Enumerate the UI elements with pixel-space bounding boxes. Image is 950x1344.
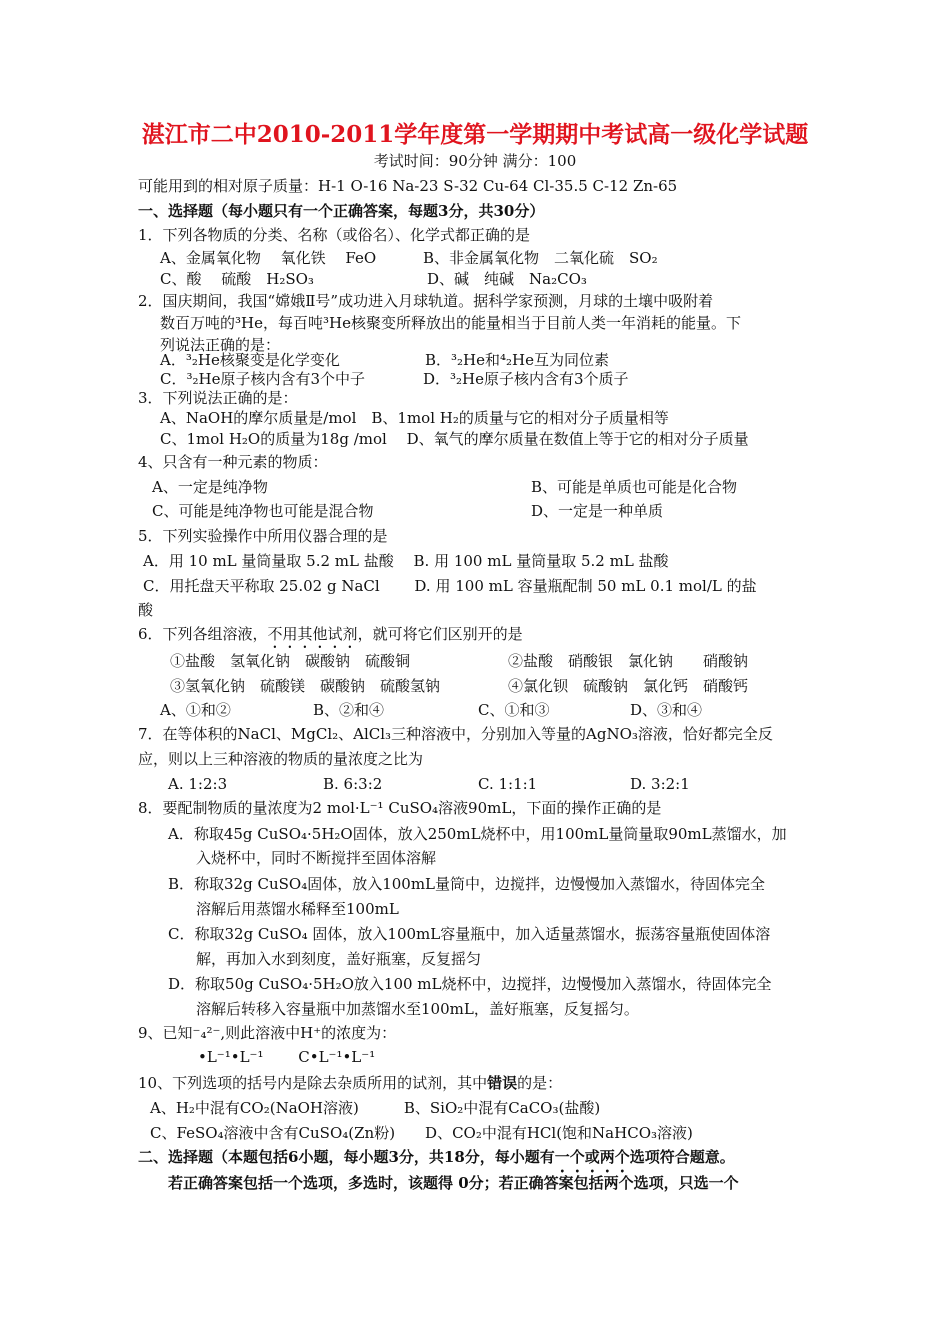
q3-options-cd: C、1mol H₂O的质量为18g /mol D、氧气的摩尔质量在数值上等于它的相对分子质量 <box>160 430 749 448</box>
q7-option-b: B. 6:3:2 <box>323 775 383 793</box>
q8-option-c-line2: 解，再加入水到刻度，盖好瓶塞，反复摇匀 <box>196 950 482 968</box>
q1-option-b: B、非金属氧化物 二氧化硫 SO₂ <box>423 249 658 267</box>
q6-stem-pre: 6．下列各组溶液， <box>138 625 268 643</box>
section1-heading: 一、选择题（每小题只有一个正确答案，每题3分，共30分） <box>138 202 545 220</box>
q5-options-cd: C．用托盘天平称取 25.02 g NaCl D. 用 100 mL 容量瓶配制 50 mL 0.1 mol/L 的盐 <box>143 577 757 595</box>
q3-options-ab: A、NaOH的摩尔质量是/mol B、1mol H₂的质量与它的相对分子质量相等 <box>160 409 669 427</box>
q1-option-a: A、金属氧化物 氧化铁 FeO <box>160 249 377 267</box>
q10-stem <box>138 1072 562 1094</box>
q2-option-a: A．³₂He核聚变是化学变化 <box>160 351 340 369</box>
section2-instructions: 若正确答案包括一个选项，多选时，该题得 0分；若正确答案包括两个选项，只选一个 <box>168 1174 739 1192</box>
q5-option-d-tail: 酸 <box>138 601 154 619</box>
q4-option-a: A、一定是纯净物 <box>152 478 268 496</box>
q8-option-d-line1: D．称取50g CuSO₄·5H₂O放入100 mL烧杯中，边搅拌，边慢慢加入蒸馏水，待固体完全 <box>168 975 772 993</box>
q1-stem: 1．下列各物质的分类、名称（或俗名）、化学式都正确的是 <box>138 226 531 244</box>
q3-stem: 3．下列说法正确的是： <box>138 389 298 407</box>
q6-option-c: C、①和③ <box>478 701 550 719</box>
q4-option-c: C、可能是纯净物也可能是混合物 <box>152 502 374 520</box>
section2-heading-emphasis: 一个或两个 <box>554 1148 630 1166</box>
q10-options-cd: C、FeSO₄溶液中含有CuSO₄(Zn粉) D、CO₂中混有HCl(饱和NaHCO₃溶液) <box>150 1124 693 1142</box>
q8-option-b-line2: 溶解后用蒸馏水稀释至100mL <box>196 900 399 918</box>
q2-option-c: C．³₂He原子核内含有3个中子 <box>160 370 366 388</box>
q5-options-ab: A．用 10 mL 量筒量取 5.2 mL 盐酸 B. 用 100 mL 量筒量取 5.2 mL 盐酸 <box>143 552 669 570</box>
exam-info: 考试时间：90分钟 满分：100 <box>373 152 577 170</box>
section2-heading-pre: 二、选择题（本题包括6小题，每小题3分，共18分，每小题有 <box>138 1148 555 1166</box>
q2-stem-line2: 数百万吨的³He，每百吨³He核聚变所释放出的能量相当于目前人类一年消耗的能量。下 <box>160 314 741 332</box>
q1-option-d: D、碱 纯碱 Na₂CO₃ <box>427 270 587 288</box>
q7-stem-line1: 7．在等体积的NaCl、MgCl₂、AlCl₃三种溶液中，分别加入等量的AgNO₃溶液，恰好都完全反 <box>138 725 773 743</box>
q2-option-b: B．³₂He和⁴₂He互为同位素 <box>425 351 609 369</box>
q6-option-d: D、③和④ <box>630 701 703 719</box>
q4-option-b: B、可能是单质也可能是化合物 <box>531 478 738 496</box>
q8-option-b-line1: B．称取32g CuSO₄固体，放入100mL量筒中，边搅拌，边慢慢加入蒸馏水，待固体完全 <box>168 875 766 893</box>
atomic-masses: 可能用到的相对原子质量：H-1 O-16 Na-23 S-32 Cu-64 Cl-35.5 C-12 Zn-65 <box>138 177 678 195</box>
q10-stem-bold: 错误 <box>487 1074 518 1092</box>
q6-group-3: ③氢氧化钠 硫酸镁 碳酸钠 硫酸氢钠 <box>170 677 441 695</box>
q2-stem-line1: 2．国庆期间，我国“嫦娥Ⅱ号”成功进入月球轨道。据科学家预测，月球的土壤中吸附着 <box>138 292 714 310</box>
section2-heading-post: 选项符合题意。 <box>629 1148 735 1166</box>
q5-stem: 5．下列实验操作中所用仪器合理的是 <box>138 527 388 545</box>
q6-stem-emphasis: 不用其他试剂 <box>267 625 358 643</box>
q2-stem-line3: 列说法正确的是： <box>160 336 281 354</box>
q7-option-c: C. 1:1:1 <box>478 775 538 793</box>
q9-options: •L⁻¹•L⁻¹ C•L⁻¹•L⁻¹ <box>198 1048 376 1066</box>
q6-option-a: A、①和② <box>160 701 231 719</box>
q8-option-d-line2: 溶解后转移入容量瓶中加蒸馏水至100mL，盖好瓶塞，反复摇匀。 <box>196 1000 639 1018</box>
q2-option-d: D．³₂He原子核内含有3个质子 <box>423 370 629 388</box>
q4-option-d: D、一定是一种单质 <box>531 502 664 520</box>
q7-option-a: A. 1:2:3 <box>168 775 228 793</box>
q6-stem-post: ，就可将它们区别开的是 <box>357 625 523 643</box>
q1-option-c: C、酸 硫酸 H₂SO₃ <box>160 270 314 288</box>
q4-stem: 4、只含有一种元素的物质： <box>138 453 328 471</box>
q6-group-4: ④氯化钡 硫酸钠 氯化钙 硝酸钙 <box>508 677 749 695</box>
q8-option-c-line1: C．称取32g CuSO₄ 固体，放入100mL容量瓶中，加入适量蒸馏水，振荡容量瓶使固体溶 <box>168 925 771 943</box>
q7-stem-line2: 应，则以上三种溶液的物质的量浓度之比为 <box>138 750 424 768</box>
q6-group-1: ①盐酸 氢氧化钠 碳酸钠 硫酸铜 <box>170 652 411 670</box>
q6-option-b: B、②和④ <box>313 701 385 719</box>
q7-option-d: D. 3:2:1 <box>630 775 690 793</box>
q9-stem: 9、已知⁻₄²⁻,则此溶液中H⁺的浓度为： <box>138 1024 397 1042</box>
q10-options-ab: A、H₂中混有CO₂(NaOH溶液) B、SiO₂中混有CaCO₃(盐酸) <box>150 1099 601 1117</box>
exam-title: 湛江市二中2010-2011学年度第一学期期中考试高一级化学试题 <box>141 121 809 148</box>
q8-stem: 8．要配制物质的量浓度为2 mol·L⁻¹ CuSO₄溶液90mL，下面的操作正确的是 <box>138 799 662 817</box>
q6-group-2: ②盐酸 硝酸银 氯化钠 硝酸钠 <box>508 652 749 670</box>
q8-option-a-line2: 入烧杯中，同时不断搅拌至固体溶解 <box>196 849 437 867</box>
q10-stem-pre: 10、下列选项的括号内是除去杂质所用的试剂，其中 <box>138 1074 488 1092</box>
q10-stem-post: 的是： <box>517 1074 563 1092</box>
q8-option-a-line1: A．称取45g CuSO₄·5H₂O固体，放入250mL烧杯中，用100mL量筒量取90mL蒸馏水，加 <box>168 825 787 843</box>
q6-stem <box>138 623 523 652</box>
